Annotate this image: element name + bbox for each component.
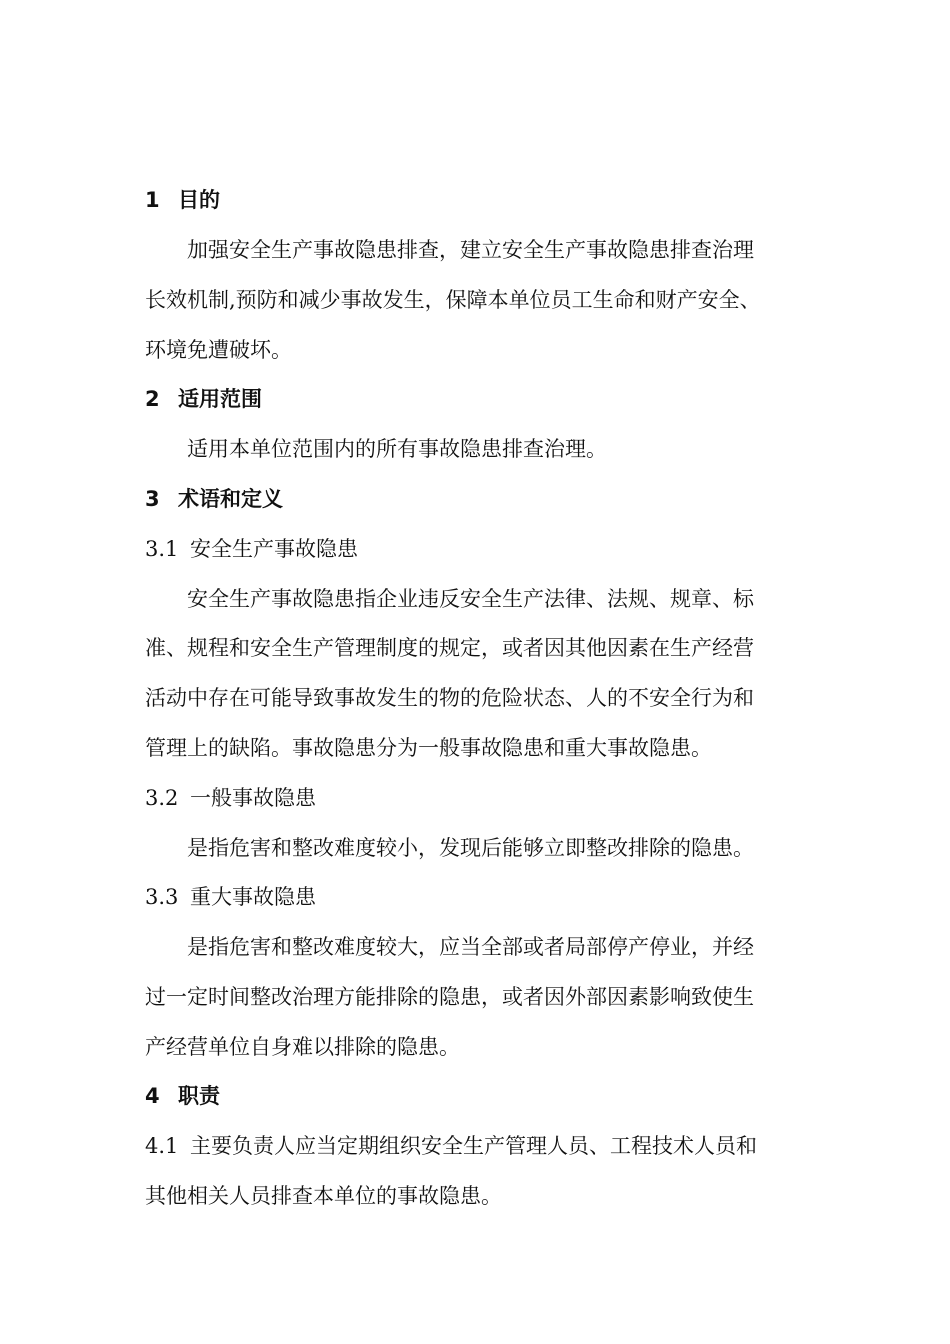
section-number: 4	[145, 1084, 160, 1108]
section-4-heading	[145, 1081, 805, 1111]
subsection-3-1-heading	[145, 534, 805, 564]
section-3-heading	[145, 484, 805, 514]
subsection-4-1-line	[145, 1131, 805, 1161]
section-number: 2	[145, 387, 160, 411]
paragraph-line: 过一定时间整改治理方能排除的隐患，或者因外部因素影响致使生	[145, 985, 754, 1009]
paragraph-line: 活动中存在可能导致事故发生的物的危险状态、人的不安全行为和	[145, 686, 754, 710]
section-title: 目的	[178, 188, 220, 212]
subsection-number: 4.1	[145, 1134, 179, 1158]
section-title: 适用范围	[178, 387, 262, 411]
paragraph-line: 适用本单位范围内的所有事故隐患排查治理。	[187, 437, 607, 461]
section-2-heading	[145, 384, 805, 414]
subsection-title: 重大事故隐患	[190, 885, 316, 909]
section-title: 术语和定义	[178, 487, 283, 511]
paragraph-line: 加强安全生产事故隐患排查，建立安全生产事故隐患排查治理	[187, 238, 754, 262]
section-1-heading	[145, 185, 805, 215]
paragraph-line: 安全生产事故隐患指企业违反安全生产法律、法规、规章、标	[187, 587, 754, 611]
subsection-title: 一般事故隐患	[190, 786, 316, 810]
paragraph-line: 其他相关人员排查本单位的事故隐患。	[145, 1184, 502, 1208]
section-number: 1	[145, 188, 160, 212]
subsection-title: 安全生产事故隐患	[190, 537, 358, 561]
paragraph-line: 长效机制,预防和减少事故发生，保障本单位员工生命和财产安全、	[145, 288, 761, 312]
paragraph-line: 产经营单位自身难以排除的隐患。	[145, 1035, 460, 1059]
subsection-number: 3.1	[145, 537, 179, 561]
section-title: 职责	[178, 1084, 220, 1108]
subsection-3-2-heading	[145, 783, 805, 813]
section-number: 3	[145, 487, 160, 511]
paragraph-line: 环境免遭破坏。	[145, 338, 292, 362]
subsection-number: 3.3	[145, 885, 179, 909]
subsection-3-3-heading	[145, 882, 805, 912]
paragraph-line: 是指危害和整改难度较大，应当全部或者局部停产停业，并经	[187, 935, 754, 959]
paragraph-line: 是指危害和整改难度较小，发现后能够立即整改排除的隐患。	[187, 836, 754, 860]
paragraph-line: 准、规程和安全生产管理制度的规定，或者因其他因素在生产经营	[145, 636, 754, 660]
paragraph-text: 主要负责人应当定期组织安全生产管理人员、工程技术人员和	[190, 1134, 757, 1158]
paragraph-line: 管理上的缺陷。事故隐患分为一般事故隐患和重大事故隐患。	[145, 736, 712, 760]
subsection-number: 3.2	[145, 786, 179, 810]
